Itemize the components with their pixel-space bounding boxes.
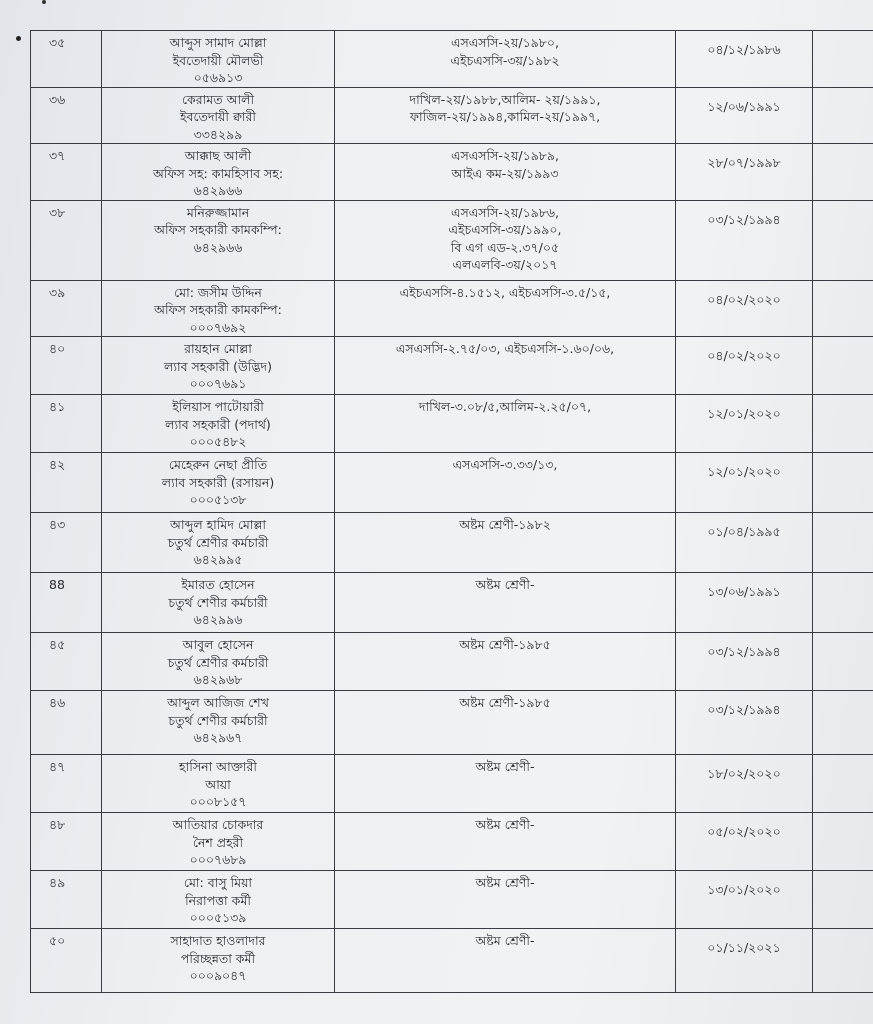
employee-index-number: ৬৪২৯৯৬ xyxy=(193,612,243,627)
table-row xyxy=(31,280,873,337)
employee-cell xyxy=(102,31,335,88)
employee-cell xyxy=(102,87,335,144)
remarks-cell xyxy=(813,871,873,929)
qualification-line: ফাজিল-২য়/১৯৯৪,কামিল-২য়/১৯৯৭, xyxy=(409,109,601,124)
joining-date: ২৮/০৭/১৯৯৮ xyxy=(676,144,813,201)
employee-index-number: ৬৪২৯৬৭ xyxy=(193,730,243,745)
employee-name: মো: জসীম উদ্দিন xyxy=(174,284,262,300)
remarks-cell xyxy=(813,31,873,88)
employee-name: আতিয়ার চোকদার xyxy=(172,817,264,832)
joining-date: ১৮/০২/২০২০ xyxy=(676,755,813,813)
employee-cell xyxy=(102,337,335,395)
qualification-cell xyxy=(335,813,676,871)
employee-cell xyxy=(102,691,335,755)
employee-name: আক্কাছ আলী xyxy=(184,148,252,163)
joining-date: ০১/১১/২০২১ xyxy=(676,929,813,993)
qualification-line: এলএলবি-৩য়/২০১৭ xyxy=(452,257,558,272)
remarks-cell xyxy=(813,144,873,201)
employee-post: চতুর্থ শেণীর কর্মচারী xyxy=(168,594,268,610)
employee-name: আব্দুল আজিজ শেখ xyxy=(167,695,269,710)
remarks-cell xyxy=(813,813,873,871)
employee-index-number: ০০০৯০৪৭ xyxy=(189,968,247,983)
employee-index-number: ৬৪২৯৬৬ xyxy=(193,183,243,198)
employee-post: ইবতেদায়ী ক্বারী xyxy=(179,109,256,124)
qualification-line: এইচএসসি-৩য়/১৯৯০, xyxy=(448,222,562,237)
remarks-cell xyxy=(813,929,873,993)
table-row xyxy=(31,453,873,513)
remarks-cell xyxy=(813,280,873,337)
joining-date: ০১/০৪/১৯৯৫ xyxy=(676,513,813,573)
joining-date: ১২/০৬/১৯৯১ xyxy=(676,87,813,144)
serial-number: ৩৫ xyxy=(31,31,102,88)
employee-index-number: ০০০৭৬৯২ xyxy=(189,319,247,335)
employee-name: মো: বাসু মিয়া xyxy=(183,875,253,890)
joining-date: ১২/০১/২০২০ xyxy=(676,453,813,513)
joining-date: ০৪/০২/২০২০ xyxy=(676,280,813,337)
joining-date: ০৪/১২/১৯৮৬ xyxy=(676,31,813,88)
employee-post: নিরাপত্তা কর্মী xyxy=(185,892,251,908)
qualification-line: অষ্টম শ্রেণী- xyxy=(475,759,535,774)
employee-cell xyxy=(102,513,335,573)
employee-post: ল্যাব সহকারী (উদ্ভিদ) xyxy=(164,358,272,374)
qualification-line: অষ্টম শ্রেণী- xyxy=(475,577,535,592)
employee-post: চতুর্থ শ্রেণীর কর্মচারী xyxy=(167,654,269,670)
remarks-cell xyxy=(813,453,873,513)
joining-date: ০৩/১২/১৯৯৪ xyxy=(676,691,813,755)
serial-number: ৪২ xyxy=(31,453,102,513)
serial-number: ৩৭ xyxy=(31,144,102,201)
qualification-line: আইএ কম-২য়/১৯৯৩ xyxy=(451,165,559,181)
qualification-cell xyxy=(335,144,676,201)
employee-index-number: ০০০৭৬৮৯ xyxy=(189,852,247,867)
employee-index-number: ৩৩৪২৯৯ xyxy=(193,126,243,142)
employee-cell xyxy=(102,633,335,691)
employee-post: অফিস সহকারী কামকম্পি: xyxy=(154,222,282,237)
qualification-line: এইচএসসি-৪.১৫১২, এইচএসসি-৩.৫/১৫, xyxy=(399,284,611,300)
table-row xyxy=(31,929,873,993)
qualification-line: অষ্টম শ্রেণী- xyxy=(475,817,535,832)
employee-post: অফিস সহকারী কামকম্পি: xyxy=(154,302,282,317)
serial-number: ৪০ xyxy=(31,337,102,395)
table-row xyxy=(31,871,873,929)
employee-name: মনিরুজ্জামান xyxy=(186,204,250,220)
serial-number: ৩৯ xyxy=(31,280,102,337)
qualification-line: এসএসসি-৩.৩৩/১৩, xyxy=(452,457,558,472)
employee-cell xyxy=(102,200,335,280)
employee-index-number: ৬৪২৯৯৫ xyxy=(193,552,243,567)
qualification-line: এসএসসি-২য়/১৯৮৬, xyxy=(450,204,559,220)
table-row xyxy=(31,395,873,453)
employee-post: অফিস সহ: কামহিসাব সহ: xyxy=(152,165,284,181)
joining-date: ১২/০১/২০২০ xyxy=(676,395,813,453)
employee-name: ইমারত হোসেন xyxy=(181,577,255,592)
qualification-line: এসএসসি-২য়/১৯৮৯, xyxy=(451,148,559,163)
qualification-line: অষ্টম শ্রেণী-১৯৮৫ xyxy=(459,637,551,652)
joining-date: ০৪/০২/২০২০ xyxy=(676,337,813,395)
qualification-line: এসএসসি-২য়/১৯৮০, xyxy=(450,35,559,50)
qualification-cell xyxy=(335,200,676,280)
joining-date: ১৩/০১/২০২০ xyxy=(676,871,813,929)
serial-number: ৪১ xyxy=(31,395,102,453)
employee-name: হাসিনা আক্তারী xyxy=(179,759,257,774)
joining-date: ১৩/০৬/১৯৯১ xyxy=(676,573,813,633)
table-row xyxy=(31,573,873,633)
serial-number: ৪৩ xyxy=(31,513,102,573)
table-row xyxy=(31,513,873,573)
qualification-cell xyxy=(335,395,676,453)
serial-number: ৪৫ xyxy=(31,633,102,691)
table-row xyxy=(31,31,873,88)
table-row xyxy=(31,144,873,201)
employee-name: ইলিয়াস পাটোয়ারী xyxy=(172,399,264,414)
employee-index-number: ০৫৬৯১৩ xyxy=(193,70,243,85)
employee-name: মেহেরুন নেছা প্রীতি xyxy=(168,457,268,472)
employee-index-number: ০০০৮১৫৭ xyxy=(189,794,247,809)
employee-name: আব্দুস সামাদ মোল্লা xyxy=(169,35,267,50)
serial-number: ৪৮ xyxy=(31,813,102,871)
remarks-cell xyxy=(813,633,873,691)
serial-number: 88 xyxy=(31,573,102,633)
table-row xyxy=(31,337,873,395)
qualification-line: অষ্টম শ্রেণী- xyxy=(475,933,535,948)
employee-cell xyxy=(102,395,335,453)
employee-cell xyxy=(102,755,335,813)
table-row xyxy=(31,691,873,755)
qualification-line: দাখিল-৩.০৮/৫,আলিম-২.২৫/০৭, xyxy=(418,399,592,414)
remarks-cell xyxy=(813,755,873,813)
table-row xyxy=(31,813,873,871)
qualification-cell xyxy=(335,513,676,573)
table-row xyxy=(31,200,873,280)
employee-post: পরিচ্ছন্নতা কর্মী xyxy=(180,950,256,966)
employee-index-number: ০০০৭৬৯১ xyxy=(189,376,247,391)
remarks-cell xyxy=(813,513,873,573)
employee-cell xyxy=(102,573,335,633)
employee-index-number: ০০০৫১৩৮ xyxy=(189,492,247,507)
qualification-cell xyxy=(335,280,676,337)
employee-cell xyxy=(102,280,335,337)
staff-table xyxy=(30,30,873,993)
remarks-cell xyxy=(813,200,873,280)
employee-cell xyxy=(102,929,335,993)
serial-number: ৩৬ xyxy=(31,87,102,144)
remarks-cell xyxy=(813,395,873,453)
bullet-mark xyxy=(16,36,21,41)
serial-number: ৪৭ xyxy=(31,755,102,813)
employee-cell xyxy=(102,813,335,871)
employee-name: কেরামত আলী xyxy=(181,91,255,107)
qualification-line: অষ্টম শ্রেণী-১৯৮২ xyxy=(459,517,551,532)
employee-name: আবুল হোসেন xyxy=(182,637,254,652)
qualification-line: এসএসসি-২.৭৫/০৩, এইচএসসি-১.৬০/০৬, xyxy=(395,341,615,356)
employee-post: নৈশ প্রহরী xyxy=(192,834,244,850)
employee-index-number: ৬৪২৯৬৬ xyxy=(193,239,243,255)
qualification-cell xyxy=(335,337,676,395)
employee-post: ইবতেদায়ী মৌলভী xyxy=(172,52,264,68)
serial-number: ৫০ xyxy=(31,929,102,993)
joining-date: ০৩/১২/১৯৯৪ xyxy=(676,633,813,691)
remarks-cell xyxy=(813,573,873,633)
employee-post: আয়া xyxy=(205,776,231,792)
qualification-cell xyxy=(335,31,676,88)
qualification-cell xyxy=(335,691,676,755)
employee-index-number: ৬৪২৯৬৮ xyxy=(193,672,243,687)
employee-cell xyxy=(102,453,335,513)
ink-mark xyxy=(42,0,46,4)
joining-date: ০৩/১২/১৯৯৪ xyxy=(676,200,813,280)
qualification-line: অষ্টম শ্রেণী- xyxy=(475,875,535,890)
table-row xyxy=(31,755,873,813)
qualification-cell xyxy=(335,633,676,691)
joining-date: ০৫/০২/২০২০ xyxy=(676,813,813,871)
employee-post: ল্যাব সহকারী (রসায়ন) xyxy=(161,474,275,490)
remarks-cell xyxy=(813,87,873,144)
qualification-line: দাখিল-২য়/১৯৮৮,আলিম- ২য়/১৯৯১, xyxy=(409,91,601,107)
employee-index-number: ০০০৫১৩৯ xyxy=(189,910,247,925)
serial-number: ৪৯ xyxy=(31,871,102,929)
table-row xyxy=(31,633,873,691)
employee-post: চতুর্থ শ্রেণীর কর্মচারী xyxy=(167,534,269,550)
employee-cell xyxy=(102,871,335,929)
employee-name: আব্দুল হামিদ মোল্লা xyxy=(169,517,267,532)
employee-cell xyxy=(102,144,335,201)
employee-index-number: ০০০৫৪৮২ xyxy=(189,434,247,449)
qualification-cell xyxy=(335,871,676,929)
qualification-cell xyxy=(335,929,676,993)
qualification-cell xyxy=(335,87,676,144)
qualification-cell xyxy=(335,453,676,513)
employee-post: চতুর্থ শেণীর কর্মচারী xyxy=(168,712,268,728)
qualification-line: এইচএসসি-৩য়/১৯৮২ xyxy=(450,52,560,68)
employee-name: রায়হান মোল্লা xyxy=(184,341,252,356)
qualification-line: বি এগ এড-২.৩৭/০৫ xyxy=(450,239,560,255)
remarks-cell xyxy=(813,337,873,395)
serial-number: ৪৬ xyxy=(31,691,102,755)
remarks-cell xyxy=(813,691,873,755)
qualification-cell xyxy=(335,755,676,813)
table-row xyxy=(31,87,873,144)
employee-name: সাহাদাত হাওলাদার xyxy=(170,933,266,948)
qualification-cell xyxy=(335,573,676,633)
serial-number: ৩৮ xyxy=(31,200,102,280)
staff-table-body xyxy=(31,31,873,993)
employee-post: ল্যাব সহকারী (পদার্থ) xyxy=(165,416,271,432)
qualification-line: অষ্টম শ্রেণী-১৯৮৫ xyxy=(459,695,551,710)
